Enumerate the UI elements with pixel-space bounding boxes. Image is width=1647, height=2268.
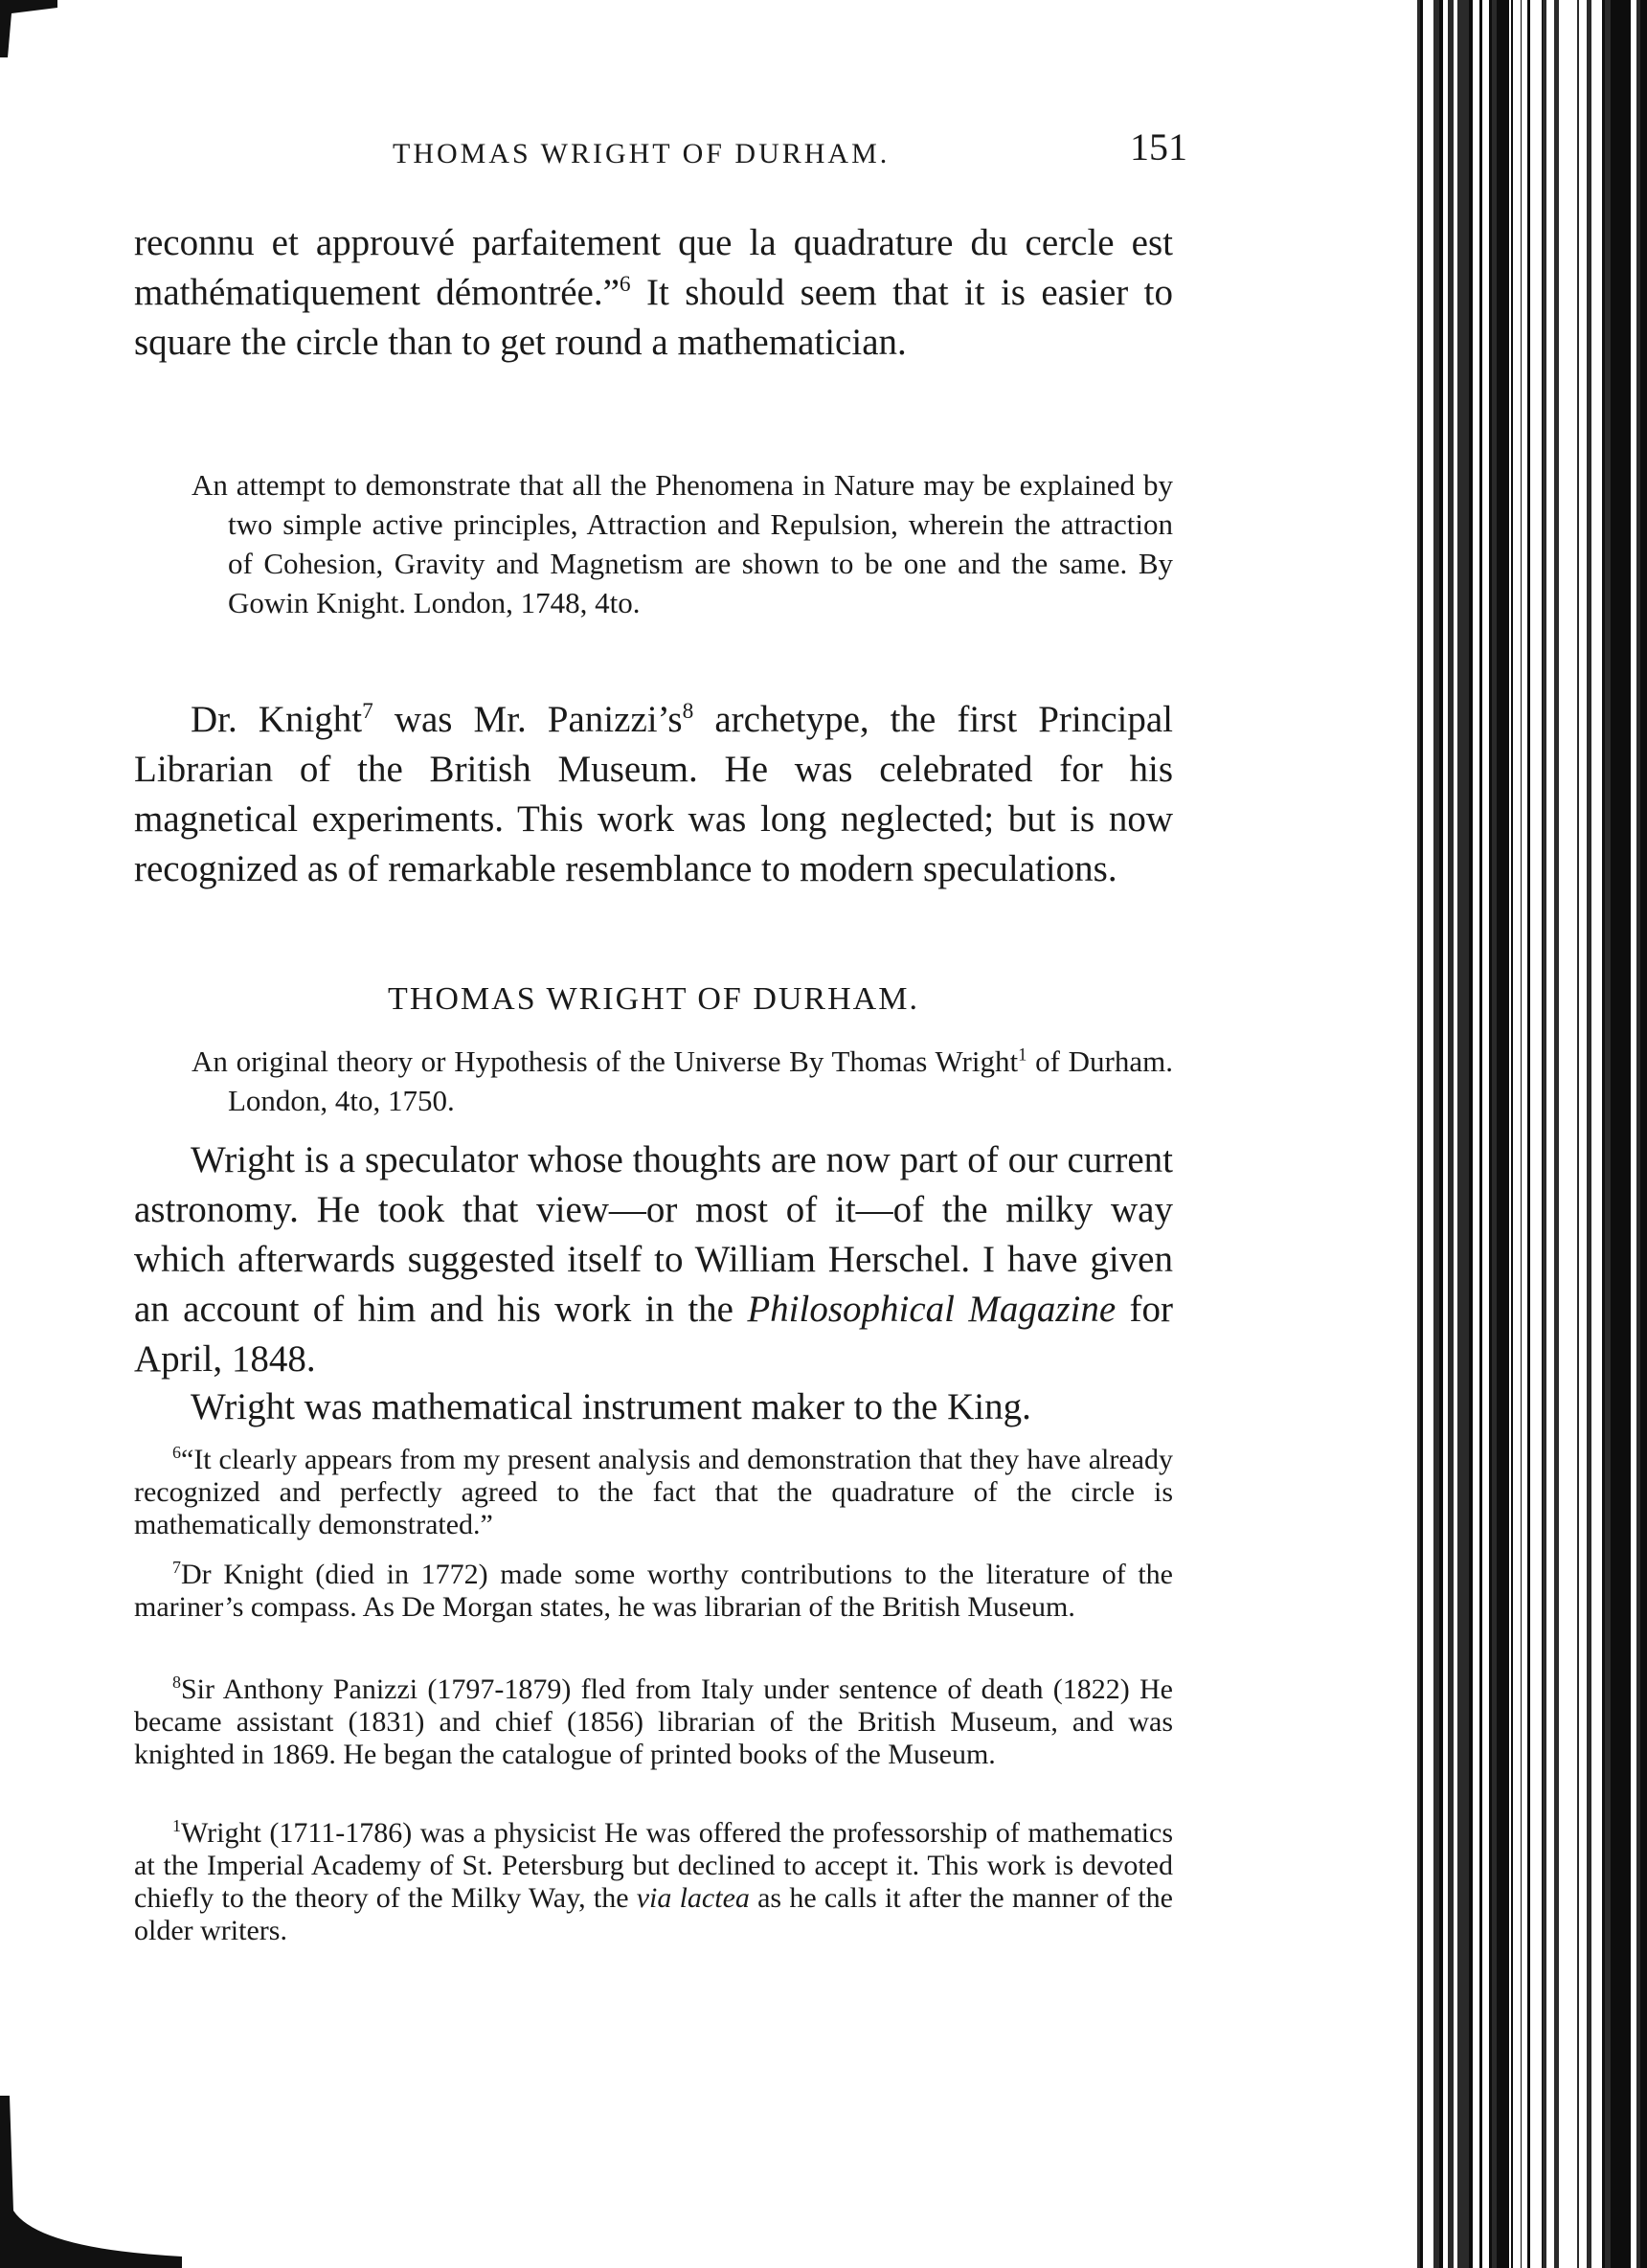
paragraph-instrument-maker: Wright was mathematical instrument maker to the King.: [191, 1386, 1031, 1427]
paragraph-knight: Dr. Knight$^7$ was Mr. $Panizzi’s^8$ archetype, the first Principal Librarian of the British Museum. He was celebrated for his magnetical experiments. This work was long neglected; but is now recognized as of remarkable resemblance to modern speculations.: [134, 699, 1173, 889]
footnote-ref-7[interactable]: 7: [362, 699, 373, 724]
footnote-6: $^6$“It clearly appears from my present analysis and demonstration that they have already recognized and perfectly agreed to the fact that the quadrature of the circle is mathematically demonstrated.”: [134, 1443, 1173, 1540]
bibliographic-entry-wright: An original theory or Hypothesis of the Universe By Thomas Wright$^1$ of Durham. London, 4to, 1750.: [192, 1044, 1173, 1117]
footnote-1: $^1$Wright (1711-1786) was a physicist He was offered the professorship of mathematics at the Imperial Academy of St. Petersburg but declined to accept it. This work is devoted chiefly to the theory of the Milky Way, the via lactea as he calls it after the manner of the older writers.: [134, 1816, 1173, 1946]
running-header: [134, 124, 1187, 182]
scan-corner-mark-bottom: [0, 2096, 182, 2268]
scan-corner-mark-top: [0, 0, 57, 57]
page-edge-stripes: [1417, 0, 1647, 2268]
running-title: THOMAS WRIGHT OF DURHAM.: [393, 138, 891, 169]
footnote-mark: 7: [172, 1558, 181, 1577]
page-number: 151: [1130, 125, 1187, 168]
footnote-mark: 6: [172, 1443, 181, 1462]
paragraph-wright: Wright is a speculator whose thoughts are now part of our current astronomy. He took that view—or most of it—of the milky way which afterwards suggested itself to William Herschel. I have given an account of him and his work in the Philosophical Magazine for April, 1848.: [134, 1139, 1173, 1380]
bibliographic-entry-knight: An attempt to demonstrate that all the Phenomena in Nature may be explained by two simple active principles, Attraction and Repulsion, wherein the attraction of Cohesion, Gravity and Magnetism are shown to be one and the same. By Gowin Knight. London, 1748, 4to.: [192, 468, 1173, 619]
footnote-7: $^7$Dr Knight (died in 1772) made some worthy contributions to the literature of the mariner’s compass. As De Morgan states, he was librarian of the British Museum.: [134, 1558, 1173, 1623]
journal-title: Philosophical Magazine: [747, 1289, 1117, 1330]
latin-term: via lactea: [636, 1882, 750, 1914]
footnote-mark: 8: [172, 1673, 181, 1692]
footnote-ref-8[interactable]: 8: [682, 699, 694, 724]
footnote-mark: 1: [172, 1816, 181, 1835]
section-heading: THOMAS WRIGHT OF DURHAM.: [388, 981, 919, 1017]
footnote-8: $^8$Sir Anthony Panizzi (1797-1879) fled from Italy under sentence of death (1822) He became assistant (1831) and chief (1856) librarian of the British Museum, and was knighted in 1869. He began the catalogue of printed books of the Museum.: [134, 1673, 1173, 1770]
footnote-ref-1[interactable]: 1: [1018, 1044, 1027, 1066]
paragraph-quadrature: reconnu et approuvé parfaitement que la quadrature du cercle est mathématiquement démontrée.”$^6$ It should seem that it is easier to square the circle than to get round a mathematician.: [134, 222, 1173, 363]
footnote-ref-6[interactable]: 6: [619, 272, 631, 297]
